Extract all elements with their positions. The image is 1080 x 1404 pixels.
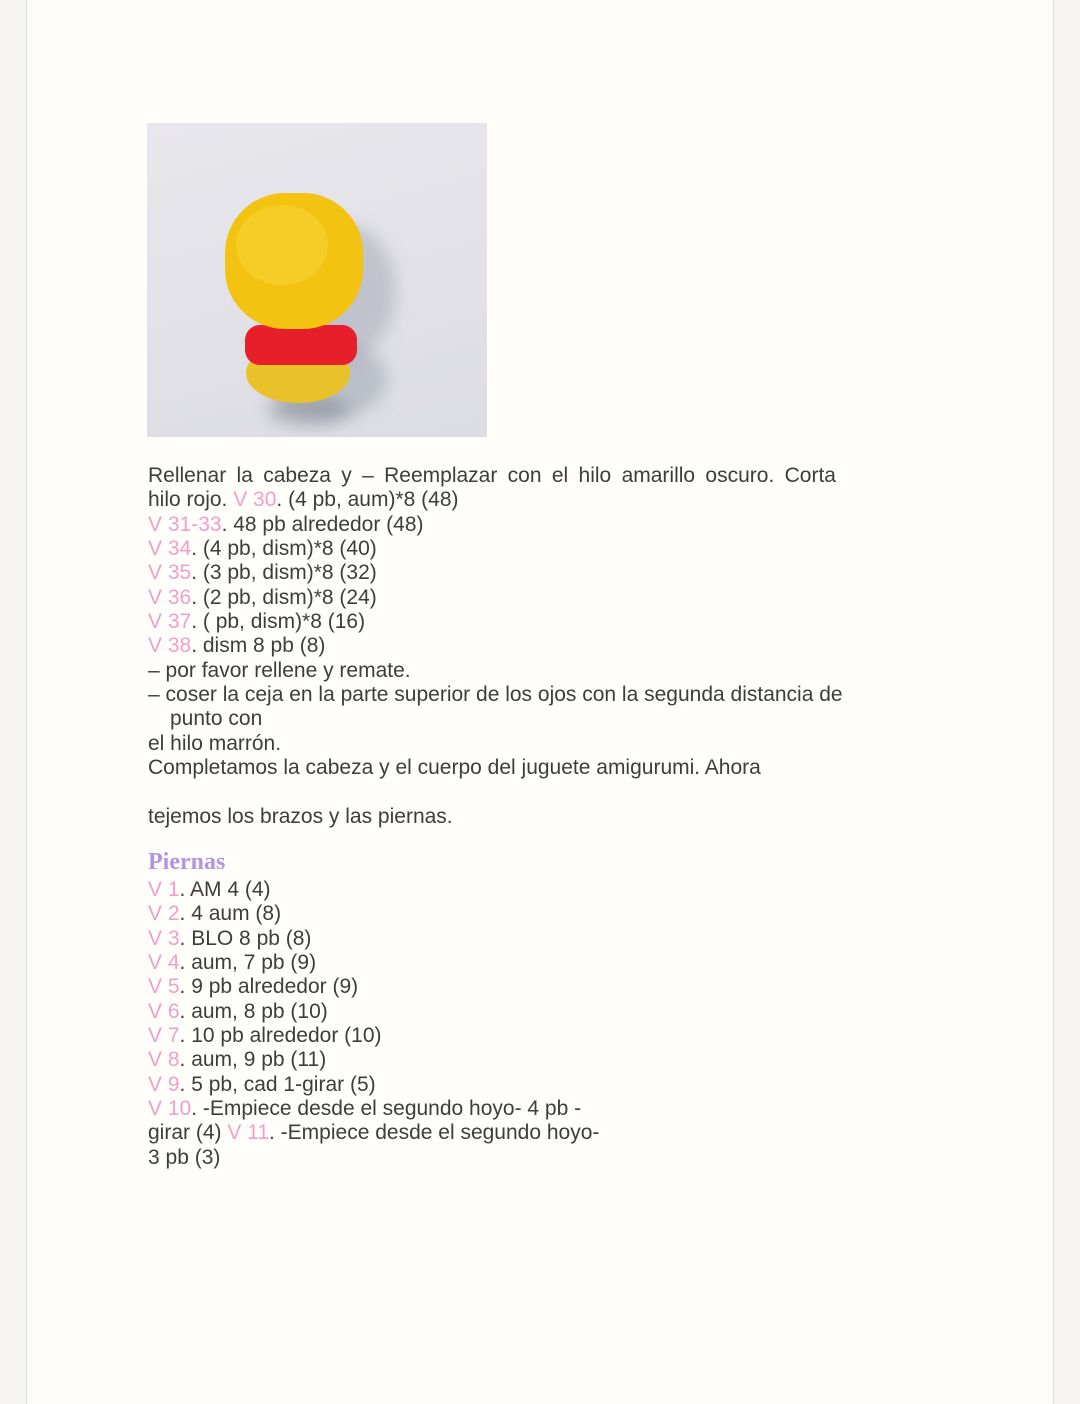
text-line	[148, 902, 1028, 926]
text-run: girar (4)	[148, 1121, 228, 1145]
text-run: . -Empiece desde el segundo hoyo- 4 pb -	[191, 1097, 582, 1121]
text-line	[148, 586, 1028, 610]
row-marker: V 31-33	[148, 512, 222, 536]
text-run: . (4 pb, dism)*8 (40)	[191, 537, 377, 561]
toy-head-highlight	[236, 205, 328, 285]
text-line	[148, 513, 1028, 537]
text-run: Rellenar la cabeza y – Reemplazar con el hilo amarillo oscuro. Corta	[148, 464, 836, 487]
text-run: . 4 aum (8)	[179, 902, 282, 926]
text-line	[148, 1146, 1028, 1170]
row-marker: V 1	[148, 878, 180, 901]
text-line	[148, 1121, 1028, 1145]
text-run: . BLO 8 pb (8)	[179, 926, 312, 950]
text-line	[148, 1024, 1028, 1048]
text-run: – coser la ceja en la parte superior de los ojos con la segunda distancia de	[148, 683, 843, 707]
row-marker: V 30	[233, 488, 277, 512]
text-line	[148, 975, 1028, 999]
text-line	[148, 561, 1028, 585]
text-run: . 9 pb alrededor (9)	[179, 975, 359, 999]
text-run: . dism 8 pb (8)	[191, 634, 326, 658]
row-marker: V 5	[148, 975, 180, 999]
text-run: hilo rojo.	[148, 488, 234, 512]
text-line	[148, 683, 1028, 707]
text-line	[148, 756, 1028, 780]
text-run: . 10 pb alrededor (10)	[179, 1024, 382, 1048]
row-marker: V 36	[148, 585, 192, 609]
row-marker: V 8	[148, 1048, 180, 1072]
text-run: Completamos la cabeza y el cuerpo del juguete amigurumi. Ahora	[148, 756, 761, 780]
text-run: . (3 pb, dism)*8 (32)	[191, 561, 377, 585]
text-run: . ( pb, dism)*8 (16)	[191, 610, 366, 634]
text-run: 3 pb (3)	[148, 1145, 221, 1169]
text-line	[148, 659, 1028, 683]
row-marker: V 4	[148, 951, 180, 975]
text-line	[148, 732, 1028, 756]
document-page	[26, 0, 1054, 1404]
text-line	[148, 634, 1028, 658]
text-run: . -Empiece desde el segundo hoyo-	[269, 1121, 600, 1145]
text-line	[148, 780, 1028, 804]
row-marker: V 10	[148, 1097, 192, 1121]
text-line	[148, 464, 1028, 488]
text-run: . (4 pb, aum)*8 (48)	[276, 488, 459, 512]
text-line	[148, 707, 1028, 731]
row-marker: V 3	[148, 926, 180, 950]
text-line	[148, 610, 1028, 634]
text-line	[148, 1000, 1028, 1024]
text-line	[148, 1048, 1028, 1072]
text-run: . AM 4 (4)	[179, 878, 271, 901]
row-marker: V 35	[148, 561, 192, 585]
row-marker: V 34	[148, 537, 192, 561]
row-marker: V 7	[148, 1024, 180, 1048]
row-marker: V 37	[148, 610, 192, 634]
amigurumi-toy-illustration	[147, 123, 487, 437]
text-run: . (2 pb, dism)*8 (24)	[191, 585, 377, 609]
text-run: el hilo marrón.	[148, 731, 282, 755]
text-line	[148, 927, 1028, 951]
text-run: punto con	[170, 707, 263, 731]
text-run: . 5 pb, cad 1-girar (5)	[179, 1072, 376, 1096]
text-line	[148, 537, 1028, 561]
text-run: tejemos los brazos y las piernas.	[148, 804, 453, 828]
row-marker: V 38	[148, 634, 192, 658]
text-run: . aum, 8 pb (10)	[179, 999, 328, 1023]
text-run: – por favor rellene y remate.	[148, 658, 411, 682]
text-run: . 48 pb alrededor (48)	[221, 512, 424, 536]
row-marker: V 6	[148, 999, 180, 1023]
pattern-intro-text	[148, 464, 1028, 829]
section-heading-piernas: Piernas	[148, 849, 226, 875]
text-run: . aum, 9 pb (11)	[179, 1048, 327, 1072]
amigurumi-photo	[147, 123, 487, 437]
toy-red-band	[245, 325, 357, 365]
text-line	[148, 488, 1028, 512]
text-line	[148, 805, 1028, 829]
text-line	[148, 878, 1028, 902]
row-marker: V 9	[148, 1072, 180, 1096]
text-line	[148, 1073, 1028, 1097]
row-marker: V 11	[227, 1121, 270, 1145]
piernas-instructions	[148, 878, 1028, 1170]
row-marker: V 2	[148, 902, 180, 926]
text-line	[148, 951, 1028, 975]
text-line	[148, 1097, 1028, 1121]
text-run: . aum, 7 pb (9)	[179, 951, 317, 975]
